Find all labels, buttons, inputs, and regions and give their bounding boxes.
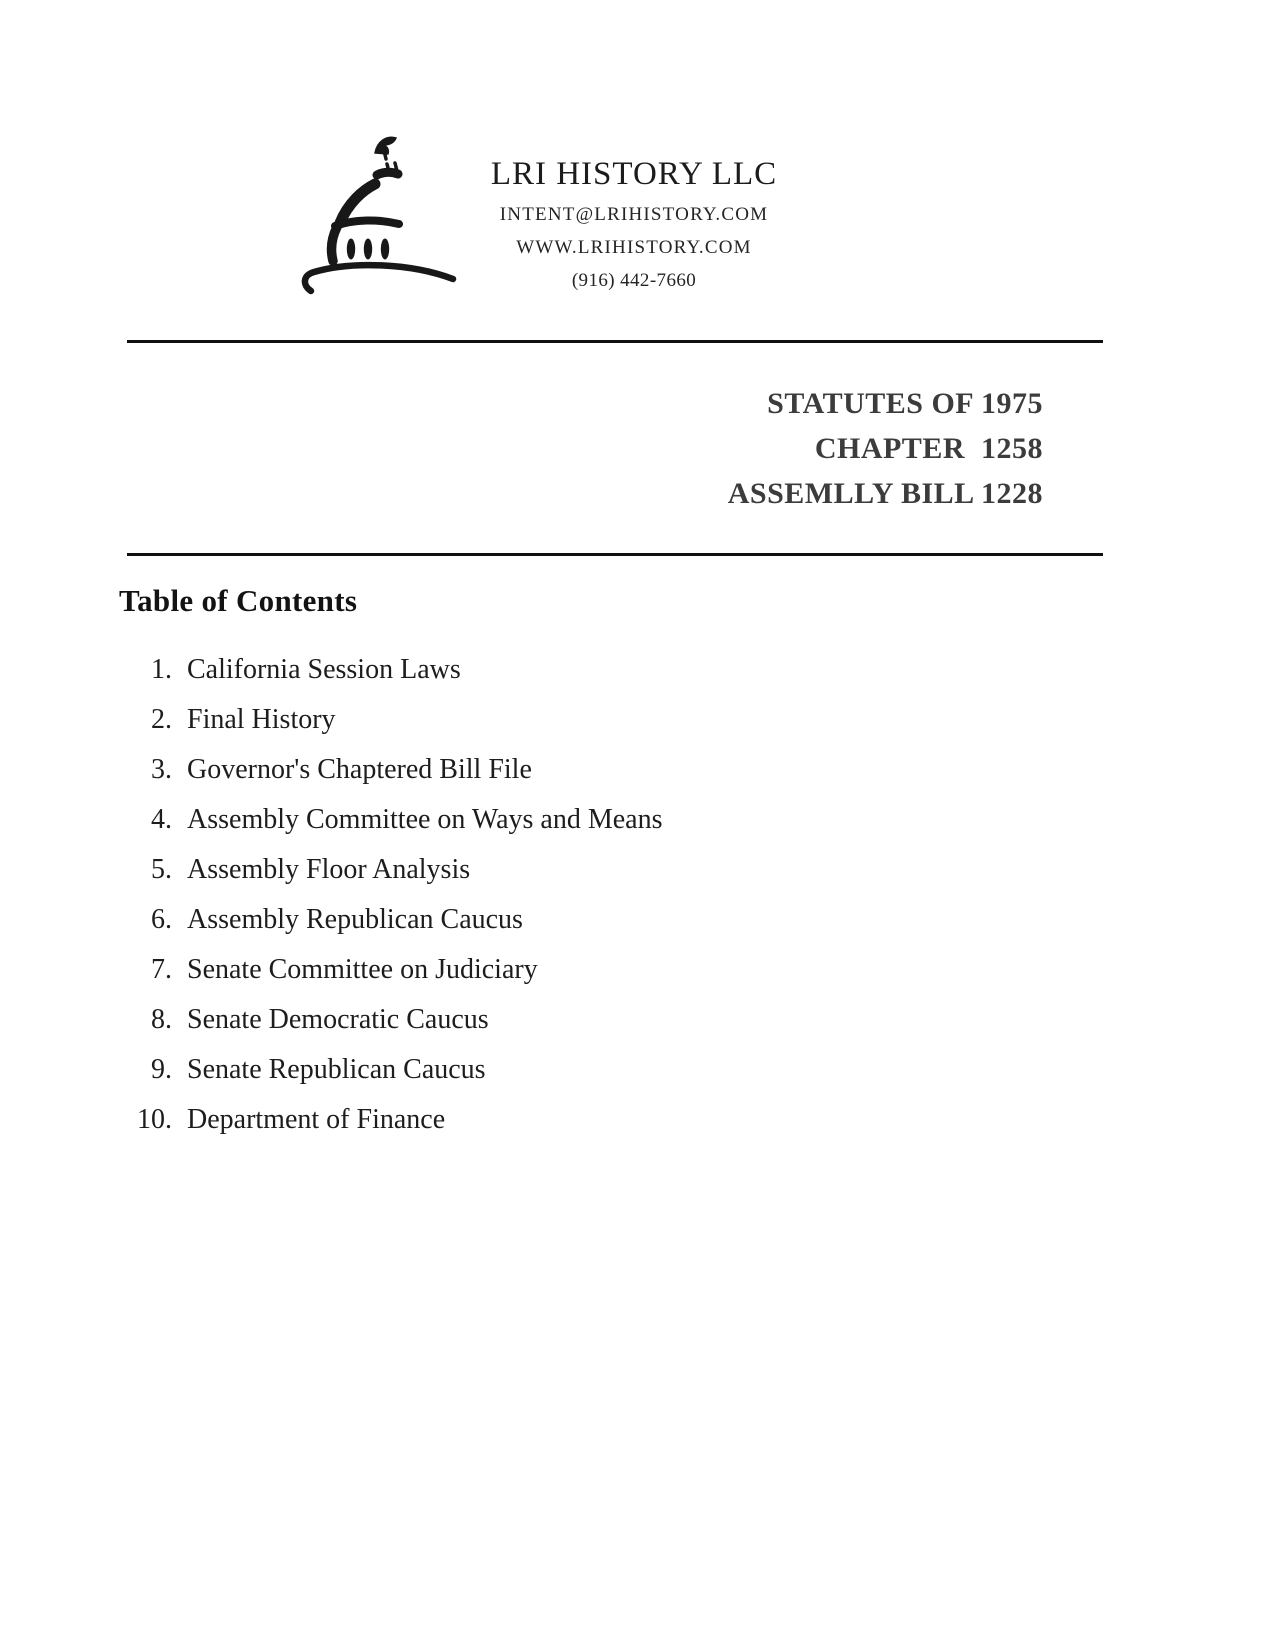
statute-title-block (728, 381, 1043, 516)
toc-item-label: Assembly Committee on Ways and Means (187, 804, 663, 835)
toc-item (0, 1045, 1100, 1095)
toc-item-number: 6. (151, 904, 172, 935)
letterhead (444, 155, 824, 292)
divider-bottom (127, 553, 1103, 556)
toc-item-number: 3. (151, 754, 172, 785)
toc-item-number: 8. (151, 1004, 172, 1035)
statute-title-line-1: STATUTES OF 1975 (767, 387, 1043, 420)
toc-item-number: 1. (151, 654, 172, 685)
statute-title-line-3: ASSEMLLY BILL 1228 (727, 477, 1043, 510)
toc-heading: Table of Contents (119, 583, 358, 618)
toc-list (0, 645, 1100, 1145)
contact-phone: (916) 442-7660 (571, 270, 697, 291)
toc-item-number: 9. (151, 1054, 172, 1085)
statute-title-line-2: CHAPTER 1258 (814, 432, 1043, 465)
toc-item (0, 995, 1100, 1045)
divider-top (127, 340, 1103, 343)
toc-item-label: Senate Republican Caucus (187, 1054, 486, 1085)
toc-item-label: Senate Committee on Judiciary (187, 954, 538, 985)
toc-item-label: Senate Democratic Caucus (187, 1004, 489, 1035)
contact-website: WWW.LRIHISTORY.COM (516, 237, 752, 258)
toc-item-number: 4. (151, 804, 172, 835)
toc-item (0, 795, 1100, 845)
toc-item (0, 695, 1100, 745)
toc-item-label: Assembly Republican Caucus (187, 904, 523, 935)
toc-item-number: 2. (151, 704, 172, 735)
toc-item-label: Final History (187, 704, 336, 735)
toc-item-label: California Session Laws (187, 654, 461, 685)
toc-item-label: Assembly Floor Analysis (187, 854, 471, 885)
toc-item-number: 7. (151, 954, 172, 985)
toc-item (0, 945, 1100, 995)
toc-item (0, 895, 1100, 945)
contact-email: INTENT@LRIHISTORY.COM (499, 204, 769, 225)
toc-item-number: 10. (137, 1104, 172, 1135)
toc-item (0, 745, 1100, 795)
toc-item-number: 5. (151, 854, 172, 885)
toc-item-label: Department of Finance (187, 1104, 446, 1135)
toc-item (0, 1095, 1100, 1145)
toc-item (0, 645, 1100, 695)
toc-item-label: Governor's Chaptered Bill File (187, 754, 532, 785)
toc-item (0, 845, 1100, 895)
company-name: LRI HISTORY LLC (490, 156, 778, 192)
